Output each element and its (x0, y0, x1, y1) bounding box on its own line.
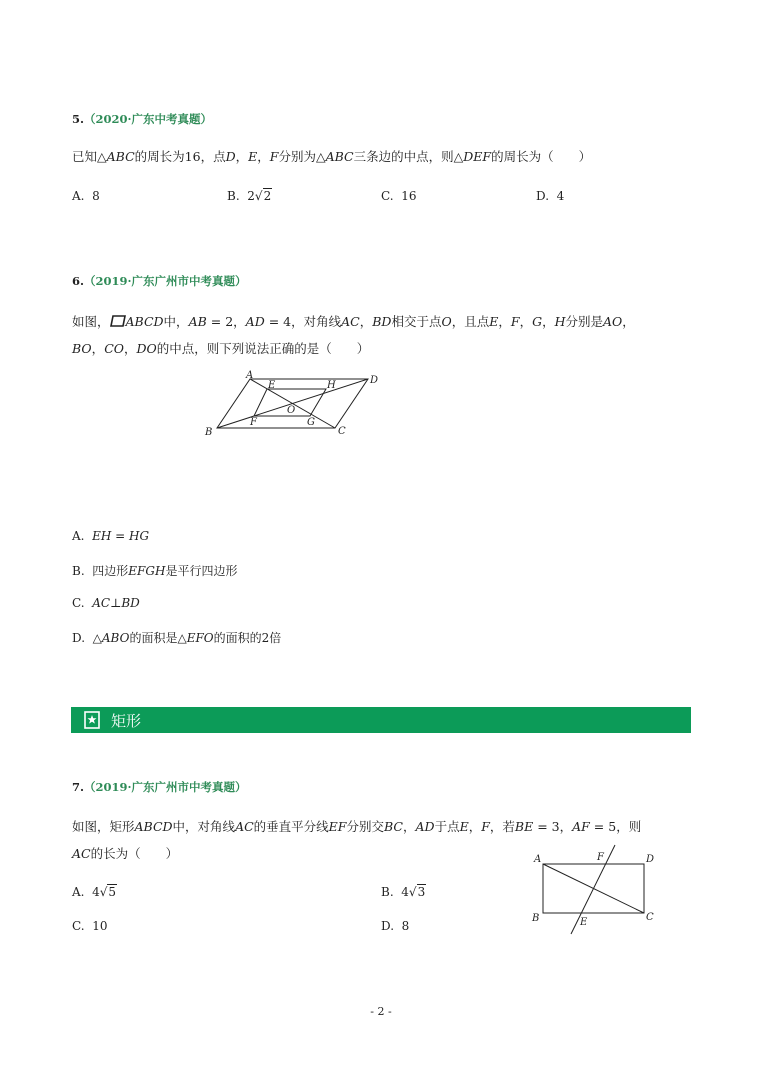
q7-option-d[interactable]: D. 8 (381, 919, 410, 933)
q6-number: 6. (72, 274, 85, 288)
label-H: H (327, 380, 336, 391)
label-D: D (646, 854, 655, 865)
q6-header (72, 273, 247, 289)
label-F: F (597, 852, 604, 863)
q6-option-c[interactable]: C. AC⊥BD (72, 596, 140, 610)
q5-stem: 已知△ABC的周长为16，点D，E，F分别为△ABC三条边的中点，则△DEF的周长为（ ） (72, 149, 592, 164)
q5-header (72, 111, 212, 127)
bookmark-star-icon (84, 711, 100, 729)
q5-source: （2020·广东中考真题） (84, 112, 213, 126)
q7-source: （2019·广东广州市中考真题） (84, 780, 247, 794)
q6-stem-line2: BO，CO，DO的中点，则下列说法正确的是（ ） (72, 341, 370, 356)
label-D: D (370, 375, 379, 386)
label-A: A (246, 370, 254, 381)
label-G: G (307, 417, 315, 428)
q5-option-b[interactable]: B. 2√2 (227, 189, 272, 203)
q6-option-d[interactable]: D. △ABO的面积是△EFO的面积的2倍 (72, 631, 282, 645)
q5-option-a[interactable]: A. 8 (72, 189, 100, 203)
q6-option-a[interactable]: A. EH = HG (72, 529, 150, 543)
label-F: F (250, 417, 257, 428)
label-O: O (287, 405, 296, 416)
q7-stem-line1: 如图，矩形ABCD中，对角线AC的垂直平分线EF分别交BC，AD于点E，F，若BE = 3，AF = 5，则 (72, 819, 642, 834)
q7-option-b[interactable]: B. 4√3 (381, 885, 426, 899)
label-E: E (580, 917, 588, 928)
q5-option-d[interactable]: D. 4 (536, 189, 565, 203)
label-E: E (268, 380, 276, 391)
label-C: C (646, 912, 654, 923)
q7-option-c[interactable]: C. 10 (72, 919, 108, 933)
label-B: B (532, 913, 540, 924)
q6-parallelogram-figure (200, 368, 390, 440)
label-A: A (534, 854, 542, 865)
section-header-rectangle (71, 707, 691, 733)
page-number: - 2 - (370, 1005, 392, 1018)
label-B: B (205, 427, 213, 438)
q7-option-a[interactable]: A. 4√5 (72, 885, 117, 899)
diagonal-bd (217, 379, 368, 428)
q6-stem-line1: 如图， ABCD中，AB = 2，AD = 4，对角线AC，BD相交于点O，且点E，F，G，H分别是AO， (72, 314, 635, 329)
q7-stem-line2: AC的长为（ ） (72, 846, 179, 861)
q7-rectangle-figure (528, 842, 668, 938)
q5-option-c[interactable]: C. 16 (381, 189, 417, 203)
q6-option-b[interactable]: B. 四边形EFGH是平行四边形 (72, 564, 238, 578)
parallelogram-icon (110, 315, 126, 327)
perpendicular-bisector-ef (571, 845, 615, 934)
label-C: C (338, 426, 346, 437)
q7-header (72, 779, 247, 795)
q6-source: （2019·广东广州市中考真题） (84, 274, 247, 288)
section-title: 矩形 (111, 712, 142, 730)
q5-number: 5. (72, 112, 85, 126)
q7-number: 7. (72, 780, 85, 794)
